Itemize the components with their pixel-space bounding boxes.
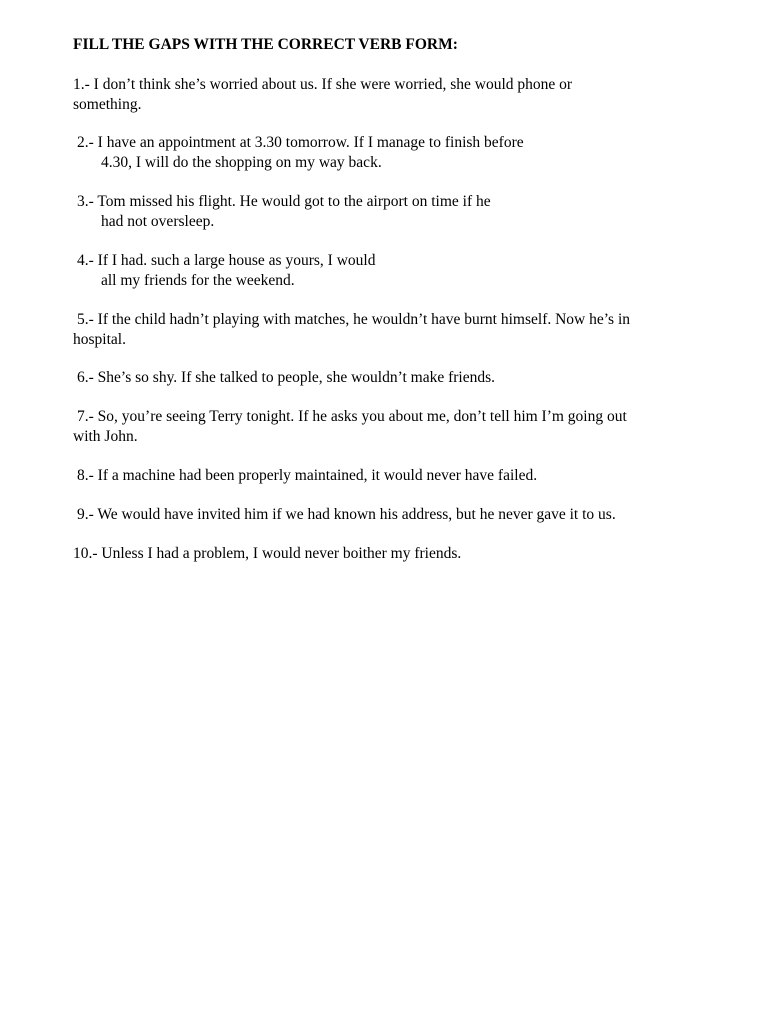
question-6 xyxy=(77,368,495,388)
worksheet-title: FILL THE GAPS WITH THE CORRECT VERB FORM: xyxy=(73,36,458,53)
question-line: 10.- Unless I had a problem, I would never boither my friends. xyxy=(73,545,462,562)
question-3 xyxy=(77,192,491,231)
question-4 xyxy=(77,251,375,290)
question-10 xyxy=(73,544,461,564)
question-line: all my friends for the weekend. xyxy=(101,271,295,289)
question-5 xyxy=(73,310,630,349)
question-line: 9.- We would have invited him if we had known his address, but he never gave it to us. xyxy=(77,506,616,523)
question-1 xyxy=(73,75,572,114)
question-line: 4.- If I had. such a large house as yours, I would xyxy=(77,252,376,269)
question-line: 5.- If the child hadn’t playing with matches, he wouldn’t have burnt himself. Now he’s in xyxy=(77,311,631,328)
question-line: with John. xyxy=(73,427,138,445)
question-line: 1.- I don’t think she’s worried about us. If she were worried, she would phone or xyxy=(73,76,573,93)
question-line: 4.30, I will do the shopping on my way back. xyxy=(101,153,382,171)
question-7 xyxy=(73,407,627,446)
question-line: 7.- So, you’re seeing Terry tonight. If he asks you about me, don’t tell him I’m going out xyxy=(77,408,627,425)
question-2 xyxy=(77,133,524,172)
question-line: had not oversleep. xyxy=(101,212,215,230)
question-line: hospital. xyxy=(73,330,126,348)
question-line: 3.- Tom missed his flight. He would got to the airport on time if he xyxy=(77,193,491,210)
question-8 xyxy=(77,466,537,486)
question-line: 8.- If a machine had been properly maintained, it would never have failed. xyxy=(77,467,538,484)
question-9 xyxy=(77,505,616,525)
question-line: 6.- She’s so shy. If she talked to people, she wouldn’t make friends. xyxy=(77,369,495,386)
question-line: something. xyxy=(73,95,142,113)
question-line: 2.- I have an appointment at 3.30 tomorrow. If I manage to finish before xyxy=(77,134,524,151)
